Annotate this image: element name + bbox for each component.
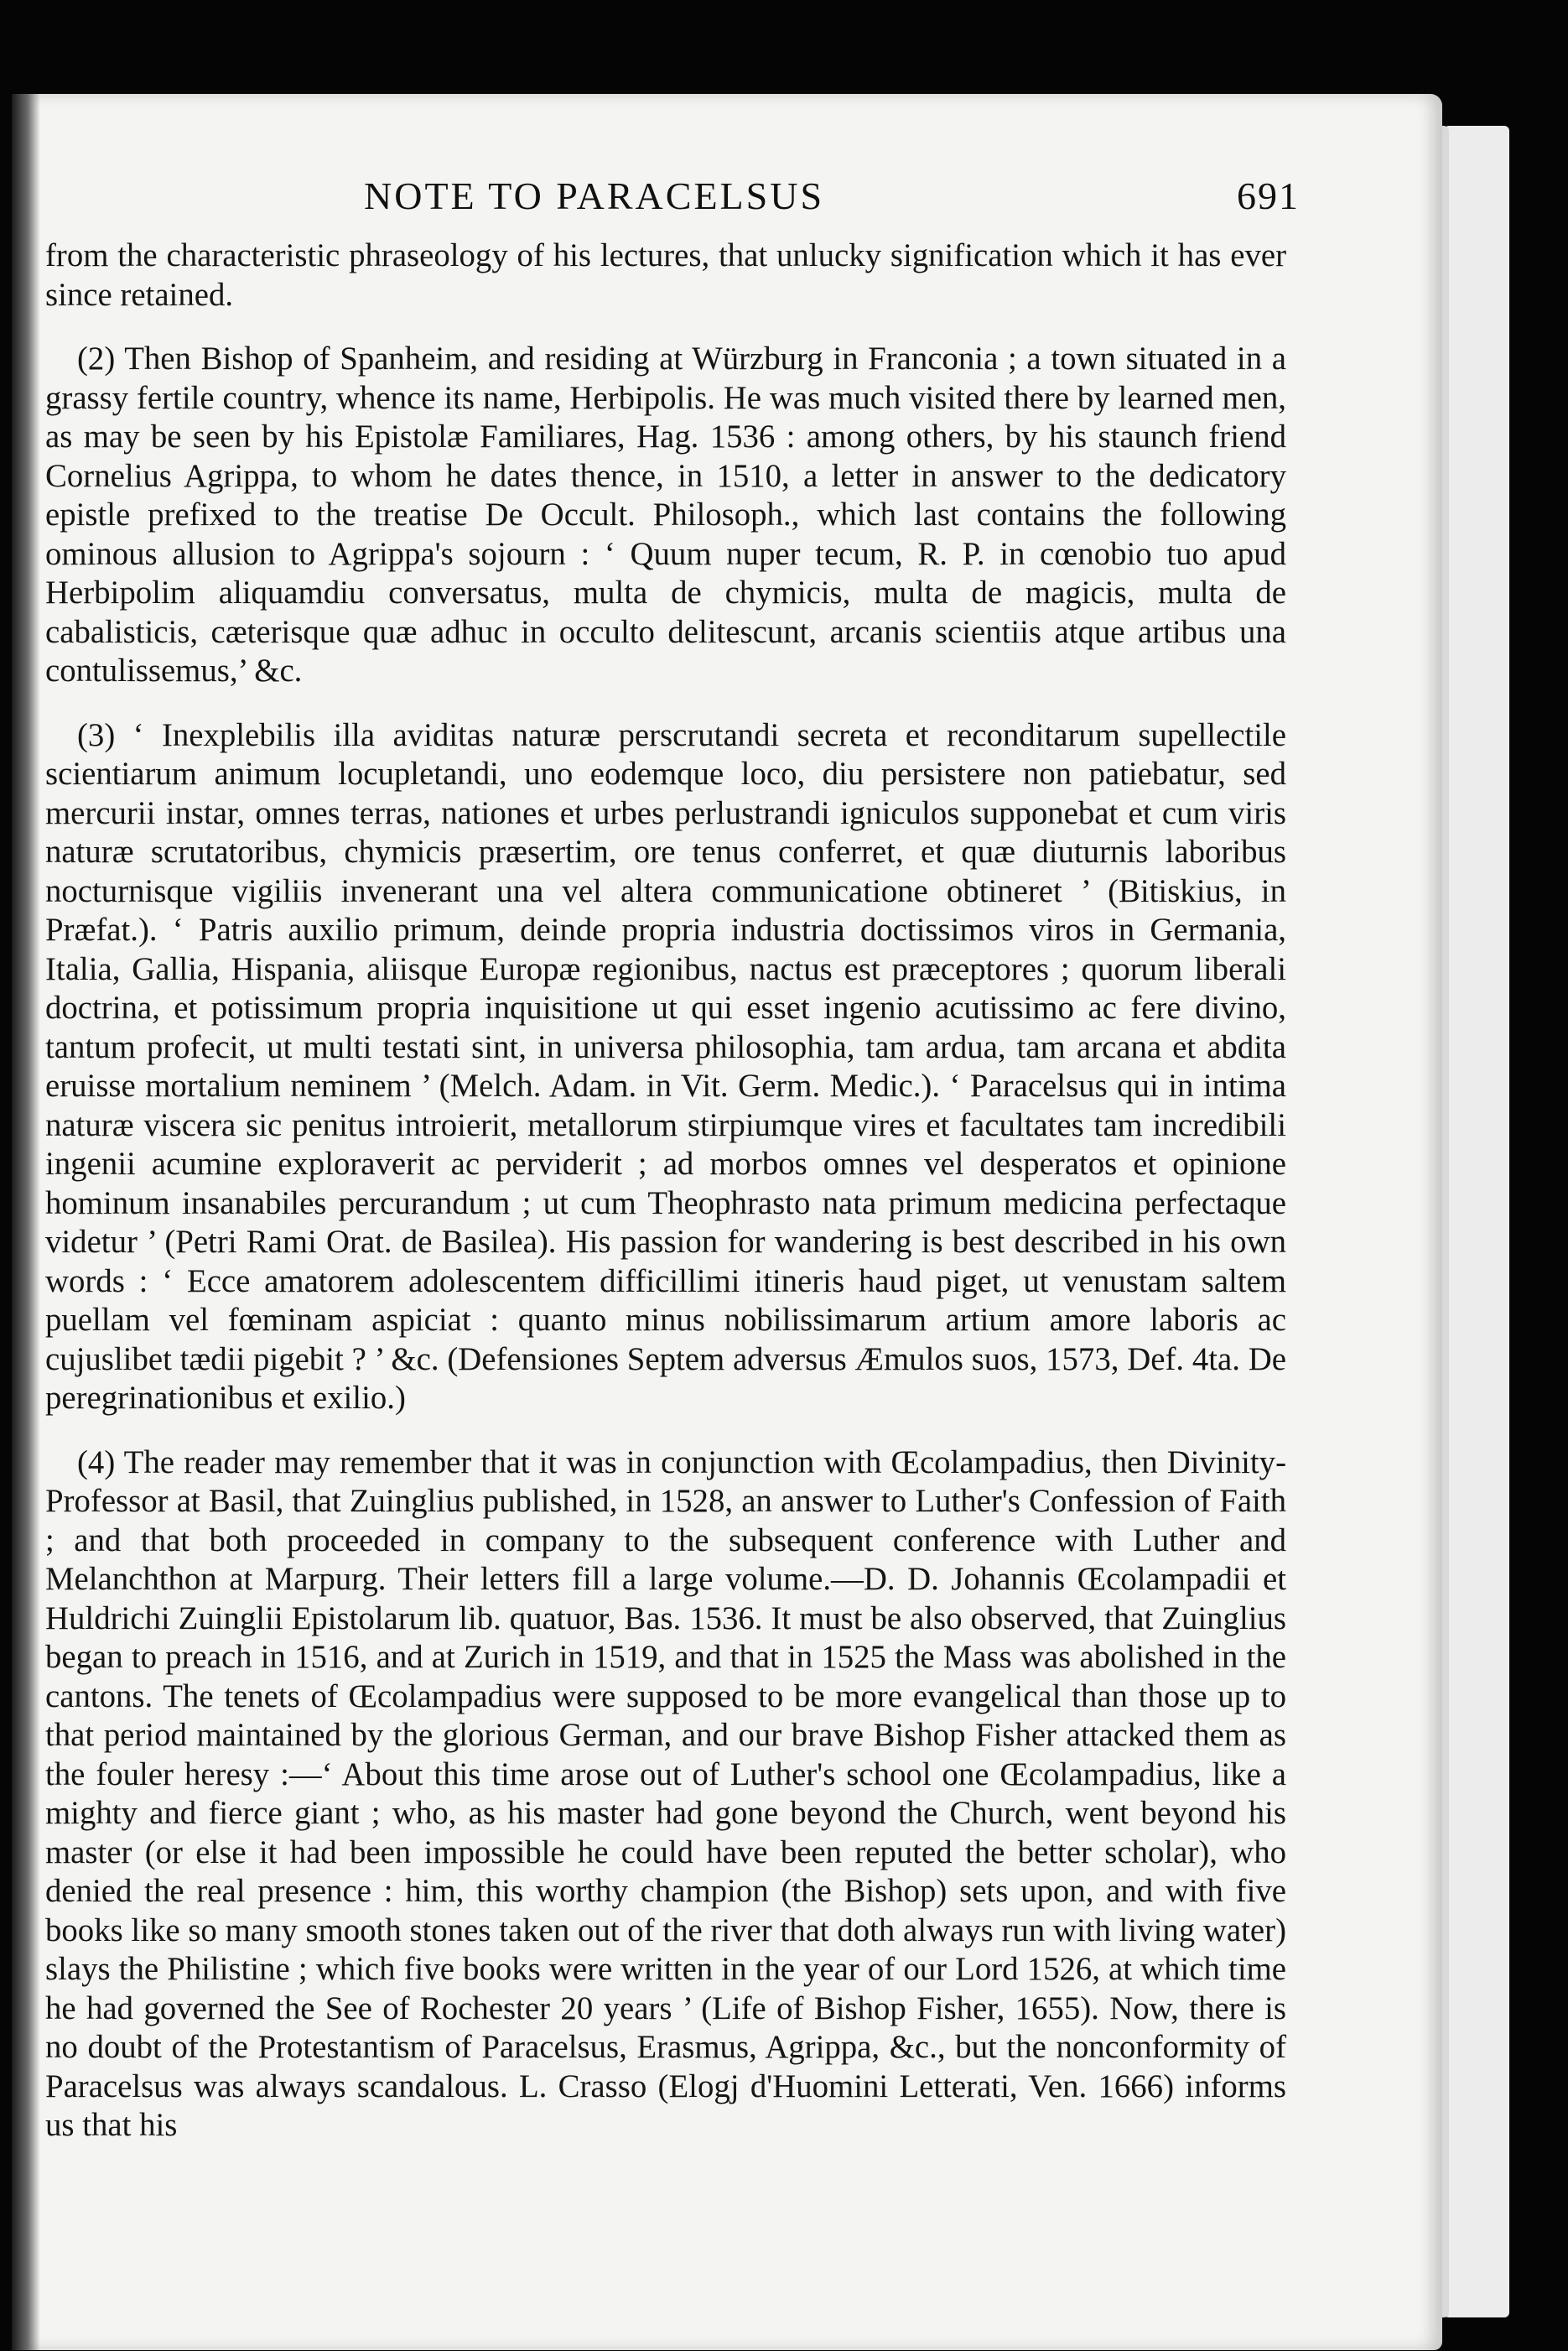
running-head (364, 174, 1300, 218)
book-page (12, 94, 1442, 2350)
note-paragraph-3: (3) ‘ Inexplebilis illa aviditas naturæ perscrutandi secreta et reconditarum supellectile scientiarum animum locupletandi, uno eodemque loco, diu persistere non patiebatur, sed mercurii instar, omnes terras, nationes et urbes perlustrandi igniculos supponebat et cum viris naturæ scrutatoribus, chymicis præsertim, ore tenus conferret, et quæ diuturnis laboribus nocturnisque vigiliis invenerant una vel altera communicatione obtineret ’ (Bitiskius, in Præfat.). ‘ Patris auxilio primum, deinde propria industria doctissimos viros in Germania, Italia, Gallia, Hispania, aliisque Europæ regionibus, nactus est præceptores ; quorum liberali doctrina, et potissimum propria inquisitione ut qui esset ingenio acutissimo ac fere divino, tantum profecit, ut multi testati sint, in universa philosophia, tam ardua, tam arcana et abdita eruisse mortalium neminem ’ (Melch. Adam. in Vit. Germ. Medic.). ‘ Paracelsus qui in intima naturæ viscera sic penitus introierit, metallorum stirpiumque vires et facultates tam incredibili ingenii acumine exploraverit ac perviderit ; ad morbos omnes vel desperatos et opinione hominum insanabiles percurandum ; ut cum Theophrasto nata primum medicina perfectaque videtur ’ (Petri Rami Orat. de Basilea). His passion for wandering is best described in his own words : ‘ Ecce amatorem adolescentem difficillimi itineris haud piget, ut venustam saltem puellam vel fœminam aspiciat : quanto minus nobilissimarum artium amore laboris ac cujuslibet tædii pigebit ? ’ &c. (Defensiones Septem adversus Æmulos suos, 1573, Def. 4ta. De peregrinationibus et exilio.) (45, 716, 1286, 1416)
page-number: 691 (1237, 174, 1300, 217)
note-paragraph-4: (4) The reader may remember that it was in conjunction with Œcolampadius, then Divinity-Professor at Basil, that Zuinglius published, in 1528, an answer to Luther's Confession of Faith ; and that both proceeded in company to the subsequent conference with Luther and Melanchthon at Marpurg. Their letters fill a large volume.—D. D. Johannis Œcolampadii et Huldrichi Zuinglii Epistolarum lib. quatuor, Bas. 1536. It must be also observed, that Zuinglius began to preach in 1516, and at Zurich in 1519, and that in 1525 the Mass was abolished in the cantons. The tenets of Œcolampadius were supposed to be more evangelical than those up to that period maintained by the glorious German, and our brave Bishop Fisher attacked them as the fouler heresy :—‘ About this time arose out of Luther's school one Œcolampadius, like a mighty and fierce giant ; who, as his master had gone beyond the Church, went beyond his master (or else it had been impossible he could have been reputed the better scholar), who denied the real presence : him, this worthy champion (the Bishop) sets upon, and with five books like so many smooth stones taken out of the river that doth always run with living water) slays the Philistine ; which five books were written in the year of our Lord 1526, at which time he had governed the See of Rochester 20 years ’ (Life of Bishop Fisher, 1655). Now, there is no doubt of the Protestantism of Paracelsus, Erasmus, Agrippa, &c., but the nonconformity of Paracelsus was always scandalous. L. Crasso (Elogj d'Huomini Letterati, Ven. 1666) informs us that his (45, 1443, 1286, 2143)
note-paragraph-2: (2) Then Bishop of Spanheim, and residing at Würzburg in Franconia ; a town situated in a grassy fertile country, whence its name, Herbipolis. He was much visited there by learned men, as may be seen by his Epistolæ Familiares, Hag. 1536 : among others, by his staunch friend Cornelius Agrippa, to whom he dates thence, in 1510, a letter in answer to the dedicatory epistle prefixed to the treatise De Occult. Philosoph., which last contains the following ominous allusion to Agrippa's sojourn : ‘ Quum nuper tecum, R. P. in cœnobio tuo apud Herbipolim aliquamdiu conversatus, multa de chymicis, multa de magicis, multa de cabalisticis, cæterisque quæ adhuc in occulto delitescunt, arcanis scientiis atque artibus una contulissemus,’ &c. (45, 341, 1286, 689)
paragraph-continued: from the characteristic phraseology of his lectures, that unlucky signification which it has ever since retained. (45, 237, 1286, 313)
running-title: NOTE TO PARACELSUS (364, 174, 825, 217)
page-edge (1444, 126, 1509, 2317)
binding-gutter (12, 94, 40, 2350)
note-text (45, 237, 1286, 2146)
